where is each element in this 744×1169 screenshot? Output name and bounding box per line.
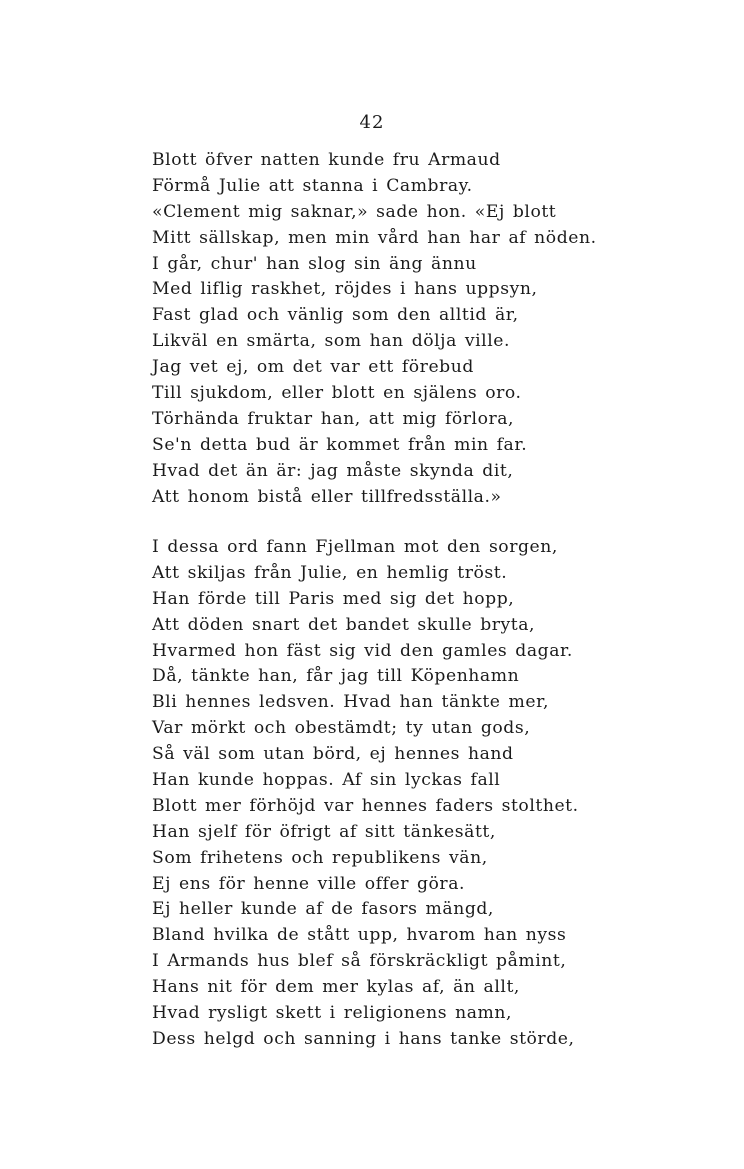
verse-line: Som frihetens och republikens vän, (152, 847, 488, 868)
verse-line: Han sjelf för öfrigt af sitt tänkesätt, (152, 821, 496, 842)
verse-line: Förmå Julie att stanna i Cambray. (152, 175, 473, 196)
verse-line: Hvad det än är: jag måste skynda dit, (152, 460, 514, 481)
verse-line: Så väl som utan börd, ej hennes hand (152, 744, 514, 765)
verse-line: Bli hennes ledsven. Hvad han tänkte mer, (152, 692, 549, 713)
stanza-2 (152, 535, 592, 1053)
verse-line: I dessa ord fann Fjellman mot den sorgen, (152, 537, 558, 557)
verse-line: Likväl en smärta, som han dölja ville. (152, 331, 511, 352)
verse-line: «Clement mig saknar,» sade hon. «Ej blott (152, 201, 557, 222)
verse-line: Han förde till Paris med sig det hopp, (152, 588, 515, 609)
verse-line: Till sjukdom, eller blott en själens oro. (152, 383, 522, 404)
page-number: 42 (359, 112, 385, 133)
verse-line: Ej heller kunde af de fasors mängd, (152, 899, 494, 920)
verse-line: Var mörkt och obestämdt; ty utan gods, (152, 718, 531, 739)
verse-line: Att döden snart det bandet skulle bryta, (152, 614, 536, 635)
verse-line: Dess helgd och sanning i hans tanke störde, (152, 1028, 575, 1049)
verse-line: Att honom bistå eller tillfredsställa.» (152, 486, 502, 507)
verse-line: Ej ens för henne ville offer göra. (152, 873, 466, 894)
verse-line: Att skiljas från Julie, en hemlig tröst. (152, 562, 508, 583)
verse-line: Hvad rysligt skett i religionens namn, (152, 1003, 513, 1024)
verse-line: Blott mer förhöjd var hennes faders stolthet. (152, 795, 579, 816)
verse-line: Hans nit för dem mer kylas af, än allt, (152, 977, 520, 998)
verse-line: Jag vet ej, om det var ett förebud (152, 357, 474, 378)
verse-line: Törhända fruktar han, att mig förlora, (152, 408, 515, 429)
stanza-1 (152, 148, 597, 510)
verse-line: Blott öfver natten kunde fru Armaud (152, 150, 501, 170)
verse-line: Med liflig raskhet, röjdes i hans uppsyn, (152, 279, 538, 300)
verse-line: Fast glad och vänlig som den alltid är, (152, 305, 519, 326)
verse-line: Han kunde hoppas. Af sin lyckas fall (152, 770, 501, 791)
verse-line: Bland hvilka de stått upp, hvarom han nyss (152, 925, 567, 946)
verse-line: Mitt sällskap, men min vård han har af nöden. (152, 227, 597, 248)
verse-line: Se'n detta bud är kommet från min far. (152, 434, 528, 455)
verse-line: Hvarmed hon fäst sig vid den gamles dagar. (152, 640, 573, 661)
verse-line: Då, tänkte han, får jag till Köpenhamn (152, 666, 520, 687)
verse-line: I Armands hus blef så förskräckligt påmint, (152, 951, 567, 972)
verse-line: I går, chur' han slog sin äng ännu (152, 253, 477, 274)
